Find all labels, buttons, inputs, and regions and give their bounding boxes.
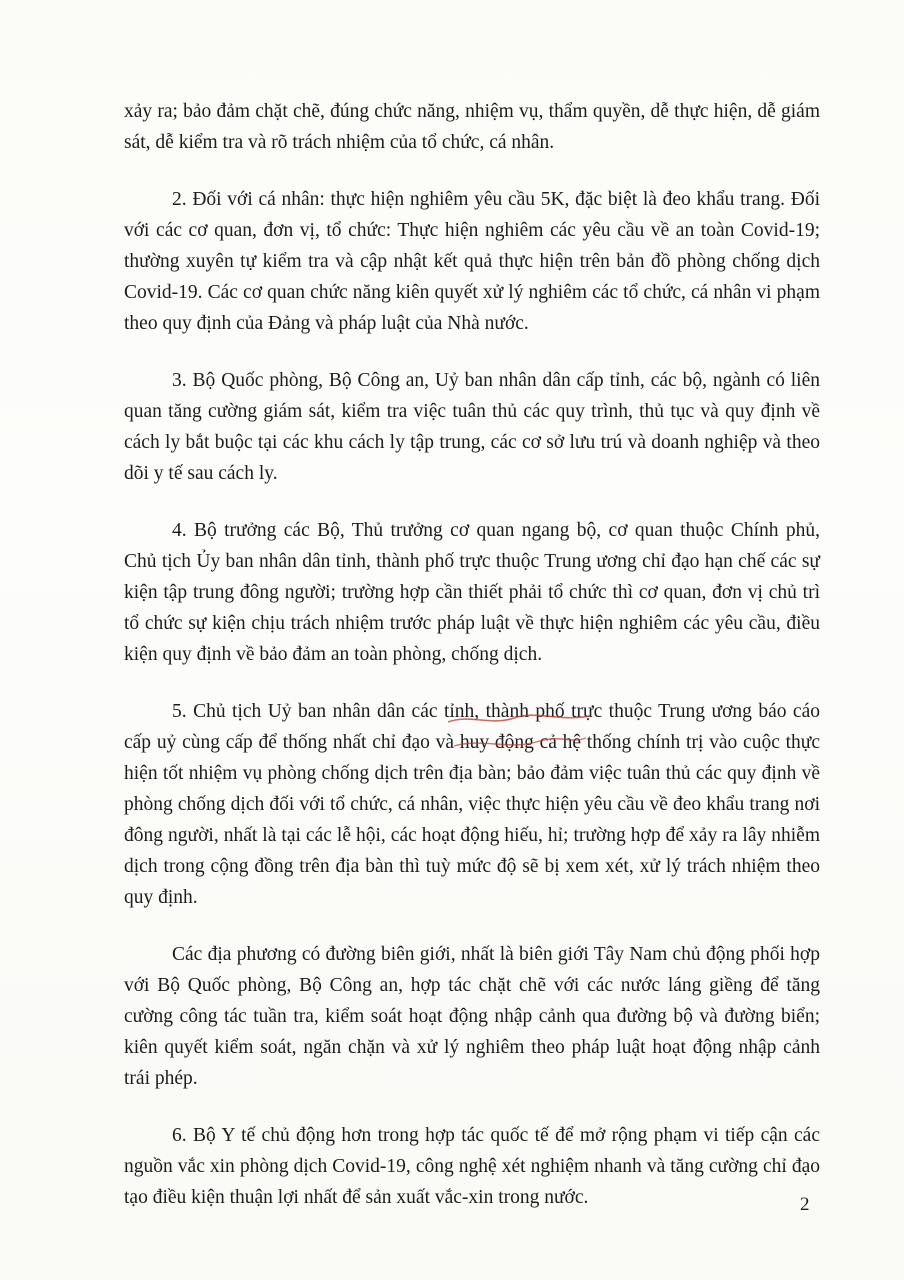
paragraph-3: 3. Bộ Quốc phòng, Bộ Công an, Uỷ ban nhân dân cấp tỉnh, các bộ, ngành có liên quan tăng cường giám sát, kiểm tra việc tuân thủ các quy trình, thủ tục và quy định về cách ly bắt buộc tại các khu cách ly tập trung, các cơ sở lưu trú và doanh nghiệp và theo dõi y tế sau cách ly. [124,370,820,484]
paragraph-border-localities: Các địa phương có đường biên giới, nhất là biên giới Tây Nam chủ động phối hợp với Bộ Quốc phòng, Bộ Công an, hợp tác chặt chẽ với các nước láng giềng để tăng cường công tác tuần tra, kiểm soát hoạt động nhập cảnh qua đường bộ và đường biển; kiên quyết kiểm soát, ngăn chặn và xử lý nghiêm theo pháp luật hoạt động nhập cảnh trái phép. [124,944,820,1089]
paragraph-4: 4. Bộ trưởng các Bộ, Thủ trưởng cơ quan ngang bộ, cơ quan thuộc Chính phủ, Chủ tịch Ủy ban nhân dân tỉnh, thành phố trực thuộc Trung ương chỉ đạo hạn chế các sự kiện tập trung đông người; trường hợp cần thiết phải tổ chức thì cơ quan, đơn vị chủ trì tổ chức sự kiện chịu trách nhiệm trước pháp luật về thực hiện nghiêm các yêu cầu, điều kiện quy định về bảo đảm an toàn phòng, chống dịch. [124,520,820,665]
paragraph-5: 5. Chủ tịch Uỷ ban nhân dân các tỉnh, thành phố trực thuộc Trung ương báo cáo cấp uỷ cùng cấp để thống nhất chỉ đạo và huy động cả hệ thống chính trị vào cuộc thực hiện tốt nhiệm vụ phòng chống dịch trên địa bàn; bảo đảm việc tuân thủ các quy định về phòng chống dịch đối với tổ chức, cá nhân, việc thực hiện yêu cầu về đeo khẩu trang nơi đông người, nhất là tại các lễ hội, các hoạt động hiếu, hỉ; trường hợp để xảy ra lây nhiễm dịch trong cộng đồng trên địa bàn thì tuỳ mức độ sẽ bị xem xét, xử lý trách nhiệm theo quy định. [124,701,820,908]
paragraph-continuation: xảy ra; bảo đảm chặt chẽ, đúng chức năng, nhiệm vụ, thẩm quyền, dễ thực hiện, dễ giám sát, dễ kiểm tra và rõ trách nhiệm của tổ chức, cá nhân. [124,101,820,153]
paragraph-2: 2. Đối với cá nhân: thực hiện nghiêm yêu cầu 5K, đặc biệt là đeo khẩu trang. Đối với các cơ quan, đơn vị, tổ chức: Thực hiện nghiêm các yêu cầu về an toàn Covid-19; thường xuyên tự kiểm tra và cập nhật kết quả thực hiện trên bản đồ phòng chống dịch Covid-19. Các cơ quan chức năng kiên quyết xử lý nghiêm các tổ chức, cá nhân vi phạm theo quy định của Đảng và pháp luật của Nhà nước. [124,189,820,334]
document-body [124,96,820,1239]
paragraph-6: 6. Bộ Y tế chủ động hơn trong hợp tác quốc tế để mở rộng phạm vi tiếp cận các nguồn vắc xin phòng dịch Covid-19, công nghệ xét nghiệm nhanh và tăng cường chỉ đạo tạo điều kiện thuận lợi nhất để sản xuất vắc-xin trong nước. [124,1125,820,1208]
page-number: 2 [800,1194,810,1215]
